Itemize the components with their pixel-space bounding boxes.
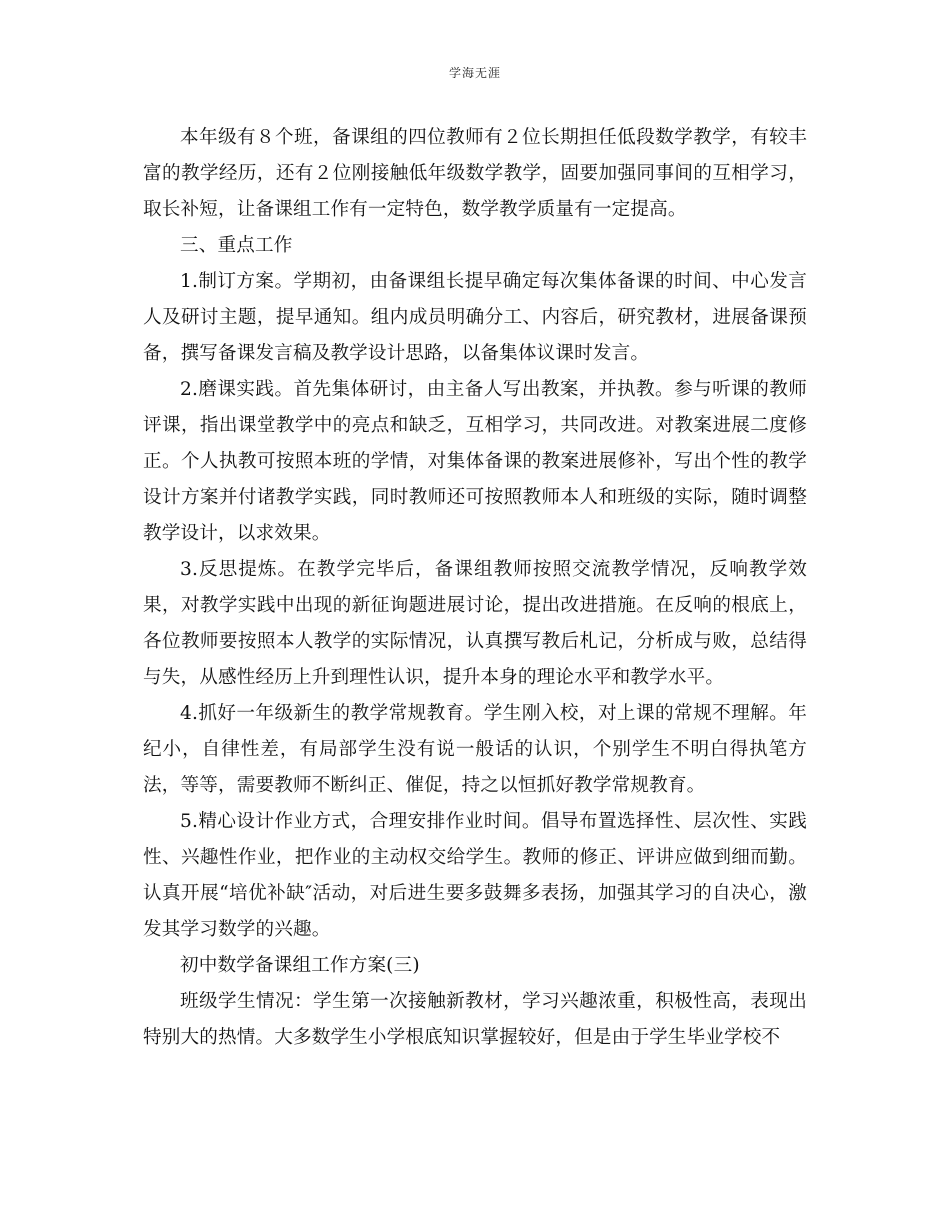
document-body bbox=[143, 120, 807, 1056]
paragraph-student-situation: 班级学生情况：学生第一次接触新教材，学习兴趣浓重，积极性高，表现出特别大的热情。大多数学生小学根底知识掌握较好，但是由于学生毕业学校不 bbox=[143, 991, 807, 1048]
paragraph-class-overview: 本年级有８个班，备课组的四位教师有２位长期担任低段数学教学，有较丰富的教学经历，还有２位刚接触低年级数学教学，固要加强同事间的互相学习，取长补短，让备课组工作有一定特色，数学教学质量有一定提高。 bbox=[143, 127, 807, 220]
paragraph-item-2: 2.磨课实践。首先集体研讨，由主备人写出教案，并执教。参与听课的教师评课，指出课堂教学中的亮点和缺乏，互相学习，共同改进。对教案进展二度修正。个人执教可按照本班的学情，对集体备课的教案进展修补，写出个性的教学设计方案并付诸教学实践，同时教师还可按照教师本人和班级的实际，随时调整教学设计，以求效果。 bbox=[143, 379, 807, 544]
paragraph-item-4: 4.抓好一年级新生的教学常规教育。学生刚入校，对上课的常规不理解。年纪小，自律性差，有局部学生没有说一般话的认识，个别学生不明白得执笔方法，等等，需要教师不断纠正、催促，持之以恒抓好教学常规教育。 bbox=[143, 703, 807, 796]
paragraph-item-5: 5.精心设计作业方式，合理安排作业时间。倡导布置选择性、层次性、实践性、兴趣性作业，把作业的主动权交给学生。教师的修正、评讲应做到细而勤。认真开展“培优补缺″活动，对后进生要多鼓舞多表扬，加强其学习的自决心，激发其学习数学的兴趣。 bbox=[143, 811, 807, 940]
page-header: 学海无涯 bbox=[448, 66, 501, 80]
section-heading-key-work: 三、重点工作 bbox=[180, 235, 293, 256]
section-title-plan-three: 初中数学备课组工作方案(三) bbox=[180, 955, 420, 976]
paragraph-item-3: 3.反思提炼。在教学完毕后，备课组教师按照交流教学情况，反响教学效果，对教学实践中出现的新征询题进展讨论，提出改进措施。在反响的根底上，各位教师要按照本人教学的实际情况，认真撰写教后札记，分析成与败，总结得与失，从感性经历上升到理性认识，提升本身的理论水平和教学水平。 bbox=[143, 559, 807, 688]
paragraph-item-1: 1.制订方案。学期初，由备课组长提早确定每次集体备课的时间、中心发言人及研讨主题，提早通知。组内成员明确分工、内容后，研究教材，进展备课预备，撰写备课发言稿及教学设计思路，以备集体议课时发言。 bbox=[143, 271, 807, 364]
